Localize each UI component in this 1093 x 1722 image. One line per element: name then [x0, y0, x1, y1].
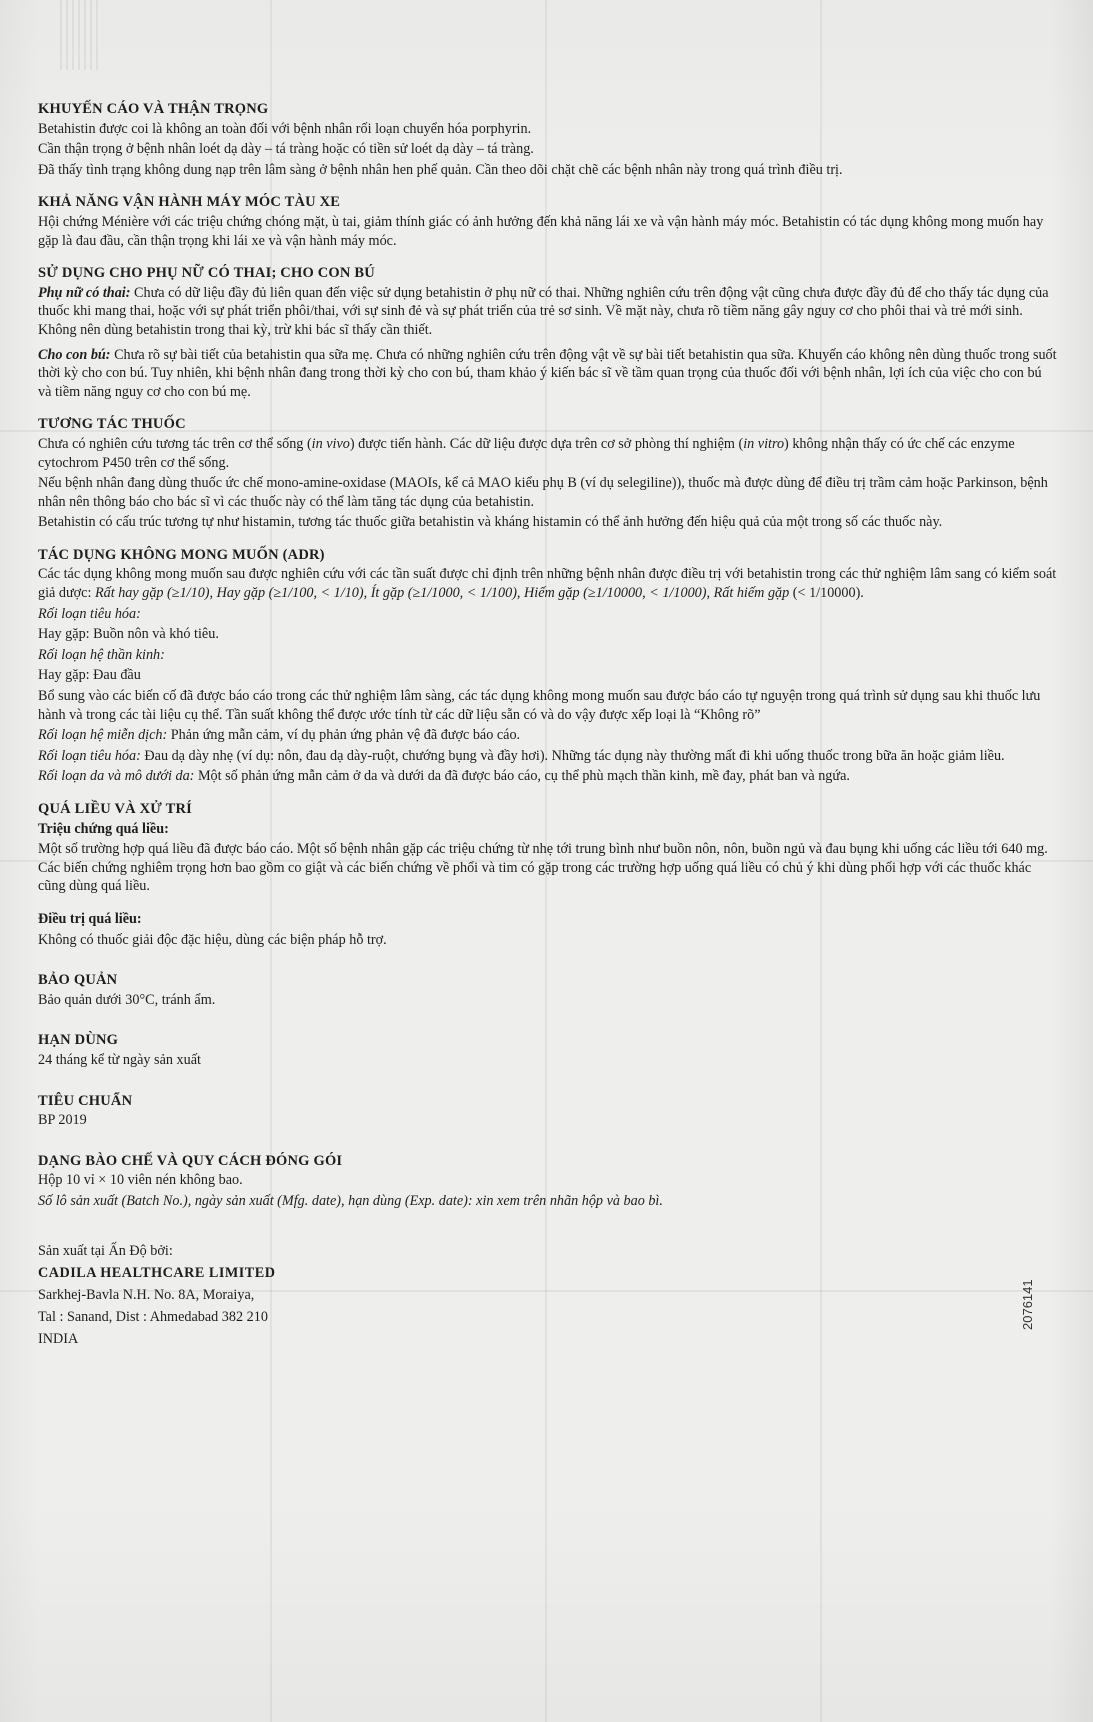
paragraph: BP 2019 [38, 1112, 87, 1129]
paragraph [38, 435, 1058, 472]
subsection-label: Điều trị quá liều: [38, 910, 142, 927]
section-adr [38, 546, 1058, 786]
paragraph-text: Phản ứng mẫn cảm, ví dụ phản ứng phản vệ đã được báo cáo. [167, 727, 521, 744]
paragraph: Bổ sung vào các biến cố đã được báo cáo trong các thử nghiệm lâm sàng, các tác dụng không mong muốn sau được báo cáo tự nguyện trong quá trình sử dụng sau khi thuốc lưu hành và trong các tài liệu cụ thể. Tần suất không thể được ước tính từ các dữ liệu sẵn có và do vậy được xếp loại là “Không rõ” [38, 688, 1041, 723]
italic-term: in vivo [311, 435, 350, 452]
subsection-label: Rối loạn tiêu hóa: [38, 605, 141, 622]
paragraph [38, 565, 1058, 602]
paragraph: Hộp 10 vỉ × 10 viên nén không bao. [38, 1172, 243, 1189]
paragraph: 24 tháng kể từ ngày sản xuất [38, 1051, 201, 1068]
italic-term: in vitro [743, 435, 785, 452]
paragraph [38, 767, 1058, 786]
paragraph-text: Các tác dụng không mong muốn sau được nghiên cứu với các tần suất được chỉ định trên những bệnh nhân được điều trị với betahistin trong các thử nghiệm lâm sang có kiểm soát giả dược: [38, 566, 1057, 602]
address-line: Tal : Sanand, Dist : Ahmedabad 382 210 [38, 1308, 268, 1325]
paragraph: Cần thận trọng ở bệnh nhân loét dạ dày – tá tràng hoặc có tiền sử loét dạ dày – tá tràng. [38, 141, 534, 158]
paragraph: Nếu bệnh nhân đang dùng thuốc ức chế mono-amine-oxidase (MAOIs, kể cả MAO kiểu phụ B (ví dụ selegiline)), thuốc mà được dùng để điều trị trầm cảm hoặc Parkinson, bệnh nhân nên thông báo cho bác sĩ vì các thuốc này có thể làm tăng tác dụng của betahistin. [38, 475, 1048, 510]
paragraph [38, 284, 1058, 340]
company-name: CADILA HEALTHCARE LIMITED [38, 1264, 276, 1281]
subsection-label: Rối loạn hệ thần kinh: [38, 646, 165, 663]
section-driving [38, 193, 1058, 250]
section-heading: HẠN DÙNG [38, 1032, 119, 1049]
paragraph: Một số trường hợp quá liều đã được báo cáo. Một số bệnh nhân gặp các triệu chứng từ nhẹ tới trung bình như buồn nôn, nôn, buồn ngủ và đau bụng khi uống các liều tới 640 mg. Các biến chứng nghiêm trọng hơn bao gồm co giật và các biến chứng về phổi và tim có gặp trong các trường hợp uống quá liều có chủ ý khi dùng phối hợp với các thuốc khác cũng dùng quá liều. [38, 841, 1048, 895]
section-heading: BẢO QUẢN [38, 972, 118, 989]
paragraph: Không có thuốc giải độc đặc hiệu, dùng các biện pháp hỗ trợ. [38, 931, 387, 948]
address-line: Sarkhej-Bavla N.H. No. 8A, Moraiya, [38, 1286, 255, 1303]
section-heading: SỬ DỤNG CHO PHỤ NỮ CÓ THAI; CHO CON BÚ [38, 265, 375, 282]
section-heading: TƯƠNG TÁC THUỐC [38, 416, 186, 433]
paragraph: Betahistin có cấu trúc tương tự như histamin, tương tác thuốc giữa betahistin và kháng histamin có thể ảnh hưởng đến hiệu quả của một trong số các thuốc này. [38, 514, 943, 531]
manufacturer-block [38, 1241, 1058, 1349]
section-heading: DẠNG BÀO CHẾ VÀ QUY CÁCH ĐÓNG GÓI [38, 1152, 343, 1169]
paragraph-text: Chưa có dữ liệu đầy đủ liên quan đến việc sử dụng betahistin ở phụ nữ có thai. Những nghiên cứu trên động vật cũng chưa được đầy đủ để cho thấy tác dụng của thuốc khi mang thai, hoặc với sự phát triển phôi/thai, với sự sinh đẻ và sự phát triển của trẻ sơ sinh. Về mặt này, chưa rõ tiềm năng gây nguy cơ cho phôi thai và trẻ mới sinh. Không nên dùng betahistin trong thai kỳ, trừ khi bác sĩ thấy cần thiết. [38, 284, 1049, 338]
paragraph: Số lô sản xuất (Batch No.), ngày sản xuất (Mfg. date), hạn dùng (Exp. date): xin xem trên nhãn hộp và bao bì. [38, 1192, 663, 1209]
section-heading: KHUYẾN CÁO VÀ THẬN TRỌNG [38, 101, 269, 117]
inline-label: Rối loạn da và mô dưới da: [38, 768, 195, 785]
paragraph-text: Chưa có nghiên cứu tương tác trên cơ thể sống ( [38, 435, 312, 452]
paragraph [38, 747, 1058, 766]
paragraph-text: (< 1/10000). [789, 585, 864, 602]
paragraph: Bảo quản dưới 30°C, tránh ẩm. [38, 991, 216, 1008]
paragraph-text: Chưa rõ sự bài tiết của betahistin qua sữa mẹ. Chưa có những nghiên cứu trên động vật về sự bài tiết betahistin qua sữa. Khuyến cáo không nên dùng thuốc trong suốt thời kỳ cho con bú. Tuy nhiên, khi bệnh nhân đang trong thời kỳ cho con bú, tham khảo ý kiến bác sĩ về tầm quan trọng của thuốc đối với bệnh nhân, lợi ích của việc cho con bú và tiềm năng nguy cơ cho con bú mẹ. [38, 346, 1057, 400]
paragraph [38, 726, 1058, 745]
section-packaging [38, 1152, 1058, 1211]
section-heading: KHẢ NĂNG VẬN HÀNH MÁY MÓC TÀU XE [38, 194, 341, 211]
section-warnings [38, 100, 1058, 179]
paragraph-text: Đau dạ dày nhẹ (ví dụ: nôn, đau dạ dày-ruột, chướng bụng và đầy hơi). Những tác dụng này thường mất đi khi uống thuốc trong bữa ăn hoặc giảm liều. [140, 747, 1005, 764]
paragraph: Hay gặp: Buồn nôn và khó tiêu. [38, 626, 219, 643]
section-pregnancy [38, 264, 1058, 401]
paragraph-text: ) không nhận thấy có ức chế các enzyme cytochrom P450 trên cơ thể sống. [38, 435, 1015, 471]
section-standard [38, 1092, 1058, 1130]
section-expiry [38, 1031, 1058, 1069]
section-interactions [38, 415, 1058, 532]
paragraph: Betahistin được coi là không an toàn đối với bệnh nhân rối loạn chuyển hóa porphyrin. [38, 120, 532, 137]
paragraph [38, 346, 1058, 402]
frequency-terms: Rất hay gặp (≥1/10), Hay gặp (≥1/100, < 1/10), Ít gặp (≥1/1000, < 1/100), Hiếm gặp (≥1/10000, < 1/1000), Rất hiếm gặp [94, 585, 790, 602]
paragraph: Đã thấy tình trạng không dung nạp trên lâm sàng ở bệnh nhân hen phế quản. Cần theo dõi chặt chẽ các bệnh nhân này trong quá trình điều trị. [38, 161, 843, 178]
document-code: 2076141 [1020, 1279, 1035, 1330]
section-storage [38, 971, 1058, 1009]
subsection-label: Triệu chứng quá liều: [38, 820, 169, 837]
paragraph: Hay gặp: Đau đầu [38, 667, 141, 684]
section-heading: TÁC DỤNG KHÔNG MONG MUỐN (ADR) [38, 546, 325, 563]
country: INDIA [38, 1330, 79, 1347]
paragraph-text: Một số phản ứng mẫn cảm ở da và dưới da đã được báo cáo, cụ thể phù mạch thần kinh, mề đay, phát ban và ngứa. [194, 768, 850, 785]
barcode-mark [60, 0, 98, 70]
section-heading: TIÊU CHUẨN [38, 1092, 133, 1109]
leaflet-content [38, 100, 1058, 1349]
paragraph-text: ) được tiến hành. Các dữ liệu được dựa trên cơ sở phòng thí nghiệm ( [349, 435, 744, 452]
section-overdose [38, 800, 1058, 949]
inline-label: Rối loạn hệ miễn dịch: [38, 727, 168, 744]
inline-label: Phụ nữ có thai: [38, 284, 131, 301]
section-heading: QUÁ LIỀU VÀ XỬ TRÍ [38, 801, 192, 817]
inline-label: Rối loạn tiêu hóa: [38, 747, 141, 764]
inline-label: Cho con bú: [38, 346, 111, 363]
paragraph: Hội chứng Ménière với các triệu chứng chóng mặt, ù tai, giảm thính giác có ảnh hưởng đến khả năng lái xe và vận hành máy móc. Betahistin có tác dụng không mong muốn hay gặp là đau đầu, cần thận trọng khi lái xe và vận hành máy móc. [38, 213, 1044, 249]
made-in-label: Sản xuất tại Ấn Độ bởi: [38, 1242, 173, 1259]
